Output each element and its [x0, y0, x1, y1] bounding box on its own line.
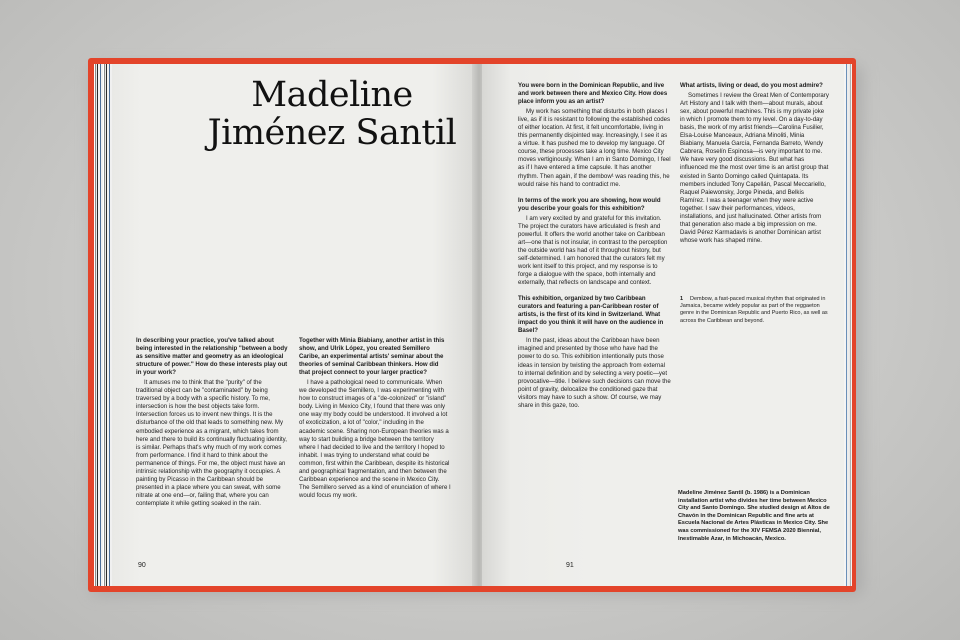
question: In describing your practice, you've talked about being interested in the relationship "between a body as sensitive matter and geometry as an ideological structure of power." How do these interests play out in your work? — [136, 337, 288, 377]
question: What artists, living or dead, do you most admire? — [680, 82, 823, 89]
question: You were born in the Dominican Republic, and live and work between there and Mexico City. How does place inform you as an artist? — [518, 82, 668, 106]
question: In terms of the work you are showing, how would you describe your goals for this exhibition? — [518, 196, 661, 212]
right-column-1 — [518, 82, 671, 410]
footnote — [680, 296, 830, 325]
footnote-text: Dembow, a fast-paced musical rhythm that originated in Jamaica, became widely popular as part of the reggaeton genre in the Dominican Republic and Puerto Rico, as well as across the Caribbean and beyond. — [680, 296, 828, 324]
right-column-2 — [680, 82, 830, 245]
question: Together with Minia Biabiany, another artist in this show, and Ulrik López, you created Semillero Caribe, an experimental artists' seminar about the theories of seminal Caribbean thinkers. How did that project connect to your larger practice? — [299, 337, 445, 377]
left-page — [112, 64, 476, 586]
answer-paragraph: I am very excited by and grateful for this invitation. The project the curators have articulated is fresh and powerful. It offers the world another take on Caribbean art—one that is not insular, in contrast to the perception the outside world has had of it throughout history, but self-determined. I am honored that the curators felt my work lent itself to this project, and my response is to forge a dialogue with the space, both internally and externally, that reflects on landscape and context. — [518, 214, 668, 287]
artist-bio: Madeline Jiménez Santil (b. 1986) is a Dominican installation artist who divides her time between Mexico City and Santo Domingo. She studied design at Altos de Chavón in the Dominican Republic and fine arts at Escuela Nacional de Artes Plásticas in Mexico City. She was commissioned for the XIV FEMSA 2020 Biennial, Inestimable Azar, in Michoacán, Mexico. — [678, 490, 830, 542]
page-number-right: 91 — [566, 562, 574, 569]
left-column-1 — [136, 337, 288, 508]
answer-paragraph: In the past, ideas about the Caribbean have been imagined and presented by those who have had the power to do so. This exhibition intentionally puts those ideas in tension by twisting the approach from external to internal definition and by selecting a very poetic—yet provocative—title. I believe such decisions can move the point of gravity, delocalize the conditioned gaze that visitors may have to such a show. Of course, we may share in this gaze, too. — [518, 337, 671, 409]
title-line-2: Jiménez Santil — [207, 113, 457, 153]
answer-paragraph: I have a pathological need to communicate. When we developed the Semillero, I was experimenting with how to construct images of a "de-colonized" or "island" body. Living in Mexico City, I found that there was only one way my body could be understood. It involved a lot of exoticization, a lot of "color," including in the academic scene. Sharing non-European theories was a way to start building a bridge between the territory where I had decided to live and the territory I hoped to inhabit. I was trying to understand what could be common, first within the Caribbean, despite its historical and geographical fragmentation, and then between the Caribbean experience and the scene in Mexico City. The Semillero served as a kind of enunciation of where I would focus my work. — [299, 379, 451, 499]
question: This exhibition, organized by two Caribbean curators and featuring a pan-Caribbean roster of artists, is the first of its kind in Switzerland. What impact do you think it will have on the audience in Basel? — [518, 295, 664, 335]
footnote-number: 1 — [680, 296, 684, 302]
title-line-1: Madeline — [251, 75, 413, 115]
article-title — [197, 76, 467, 152]
answer-paragraph: Sometimes I review the Great Men of Contemporary Art History and I talk with them—about murals, about sex, about powerful machines. This is my private joke in which I promote them to my level. On a day-to-day basis, the work of my artist friends—Carolina Fusilier, Elsa-Louise Manceaux, Adriana Minoliti, Minia Biabiany, Manuela García, Fernanda Barreto, Wendy Cabrera, Roselín Espinosa—is very important to me. We have very good discussions. But what has influenced me the most over time is an artist group that existed in Santo Domingo called Quintapata. Its members included Tony Capellán, Pascal Meccariello, Raquel Paiewonsky, Jorge Pineda, and Belkis Ramírez. I was a teenager when they were active together. I saw their performances, videos, installations, and just hallucinated. Other artists from that generation also made a big impression on me. David Pérez Karmadavis is another Dominican artist whose work has shaped mine. — [680, 92, 829, 244]
answer-paragraph: It amuses me to think that the "purity" of the traditional object can be "contaminated" by being traversed by a body with a specific history. To me, intersection is how the best objects take form. Intersection forces us to invent new things. It is the disturbance of the old that leads to something new. My embodied experience as a migrant, which takes from here and there to build its continually fluctuating identity, is similar. Perhaps that's why much of my work comes from performance. I find it hard to think about the permanence of things. For me, the object must have an intrinsic relationship with the geography it occupies. A painting by Picasso in the Caribbean should be presented in a place where you can sweat, with some nitrate at one end—or, failing that, where you can contemplate it while getting soaked in the rain. — [136, 379, 287, 507]
page-number-left: 90 — [138, 562, 146, 569]
answer-paragraph: My work has something that disturbs in both places I live, as if it is resistant to following the established codes of either location. At first, it felt uncomfortable, living in this permanently disjointed way. Increasingly, I see it as a virtue. It has pushed me to develop my language. Of course, these processes take a long time. Mexico City moves vertiginously. When I am in Santo Domingo, I feel as if I have entered a time capsule. It has another rhythm. Then again, if the dembow¹ was reading this, he would raise his hand to contradict me. — [518, 108, 671, 188]
left-column-2 — [299, 337, 451, 500]
right-page — [482, 64, 844, 586]
